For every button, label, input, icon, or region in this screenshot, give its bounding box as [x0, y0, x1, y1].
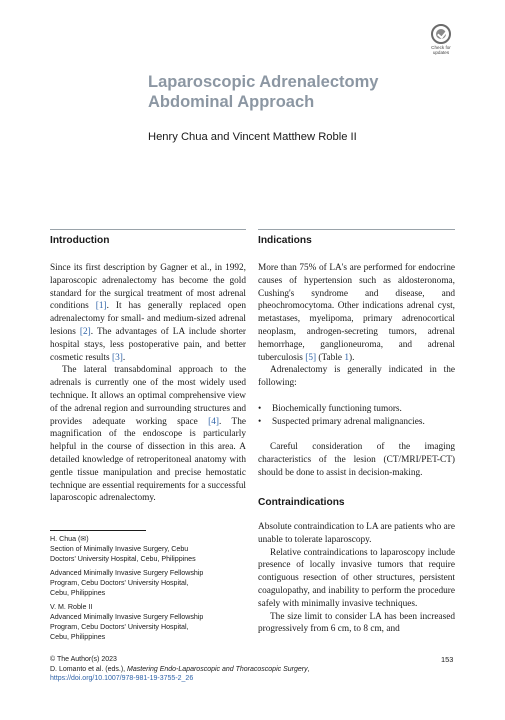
indications-heading: Indications	[258, 235, 312, 246]
indications-paragraph-1: More than 75% of LA's are performed for endocrine causes of hypertension such as aldosteronoma, Cushing's syndrome and disease, and pheochromocytoma. Other indications adrenal cyst, metastases, myelipoma, primary adrenocortical neoplasm, androgen-secreting tumors, adrenal hemorrhage, ganglioneuroma, and adrenal tuberculosis [5] (Table 1).	[258, 263, 455, 363]
chapter-authors: Henry Chua and Vincent Matthew Roble II	[148, 131, 357, 143]
affiliation-block: H. Chua (✉) Section of Minimally Invasive Surgery, Cebu Doctors' University Hospital, Cebu, Philippines	[50, 534, 246, 564]
check-updates-icon	[431, 24, 451, 44]
affiliation-block: Advanced Minimally Invasive Surgery Fellowship Program, Cebu Doctors' University Hospital, Cebu, Philippines	[50, 569, 204, 597]
citation: D. Lomanto et al. (eds.), Mastering Endo-Laparoscopic and Thoracoscopic Surgery,	[50, 665, 310, 673]
contraindications-paragraph-3: The size limit to consider LA has been increased progressively from 6 cm, to 8 cm, and	[258, 611, 455, 635]
copyright: © The Author(s) 2023	[50, 656, 117, 663]
indications-list	[258, 403, 455, 429]
author-name: H. Chua (✉)	[50, 535, 89, 543]
right-column-rule	[258, 229, 455, 230]
indications-paragraph-3: Careful consideration of the imaging characteristics of the lesion (CT/MRI/PET-CT) should be done to assist in decision-making.	[258, 442, 455, 478]
citation-link[interactable]: [2]	[79, 326, 91, 337]
affiliation-block: V. M. Roble II Advanced Minimally Invasive Surgery Fellowship Program, Cebu Doctors' University Hospital, Cebu, Philippines	[50, 602, 246, 642]
check-for-updates-badge[interactable]	[424, 24, 458, 58]
page-number: 153	[441, 655, 454, 664]
author-affiliations	[50, 534, 246, 646]
contraindications-paragraph-2: Relative contraindications to laparoscopy include presence of locally invasive tumors that require contiguous resection of other structures, persistent coagulopathy, and inability to perform the procedure safely with minimally invasive techniques.	[258, 547, 455, 609]
citation-link[interactable]: [3]	[111, 352, 123, 363]
badge-label: Check for updates	[431, 45, 451, 55]
contraindications-paragraph-1: Absolute contraindication to LA are patients who are unable to tolerate laparoscopy.	[258, 522, 455, 545]
introduction-paragraph-2: The lateral transabdominal approach to the adrenals is currently one of the most widely used technique. It allows an optimal comprehensive view of the adrenal region and surrounding structures and provides adequate working space [4]. The magnification of the endoscope is particularly helpful in the course of dissection in this area. A detailed knowledge of retroperitoneal anatomy with gentle tissue manipulation and precise hemostatic technique are essential requirements for a successful laparoscopic adrenalectomy.	[50, 365, 246, 504]
indications-paragraph-2: Adrenalectomy is generally indicated in the following:	[258, 365, 455, 389]
citation-link[interactable]: [1]	[95, 301, 107, 312]
list-item: • Suspected primary adrenal malignancies.	[258, 416, 455, 429]
page-footer	[50, 655, 450, 684]
contraindications-body	[258, 521, 455, 636]
list-item: • Biochemically functioning tumors.	[258, 403, 455, 416]
chapter-title	[148, 72, 448, 112]
affiliation-rule	[50, 530, 146, 531]
left-column-rule	[50, 229, 246, 230]
chapter-title-line1: Laparoscopic Adrenalectomy	[148, 73, 379, 91]
citation-link[interactable]: [5]	[305, 352, 317, 363]
chapter-title-line2: Abdominal Approach	[148, 93, 315, 111]
introduction-paragraph-1: Since its first description by Gagner et al., in 1992, laparoscopic adrenalectomy has become the gold standard for the surgical treatment of most adrenal conditions [1]. It has generally replaced open adrenalectomy for small- and medium-sized adrenal lesions [2]. The advantages of LA include shorter hospital stays, less postoperative pain, and better cosmetic results [3].	[50, 263, 246, 363]
doi-link[interactable]: https://doi.org/10.1007/978-981-19-3755-2_26	[50, 675, 194, 682]
introduction-heading: Introduction	[50, 235, 110, 246]
introduction-body	[50, 262, 246, 505]
book-title: Mastering Endo-Laparoscopic and Thoracoscopic Surgery	[127, 665, 308, 673]
indications-body	[258, 262, 455, 480]
contraindications-heading: Contraindications	[258, 497, 345, 508]
table-link[interactable]: 1	[344, 352, 350, 363]
author-name: V. M. Roble II	[50, 603, 93, 611]
citation-link[interactable]: [4]	[208, 416, 220, 427]
